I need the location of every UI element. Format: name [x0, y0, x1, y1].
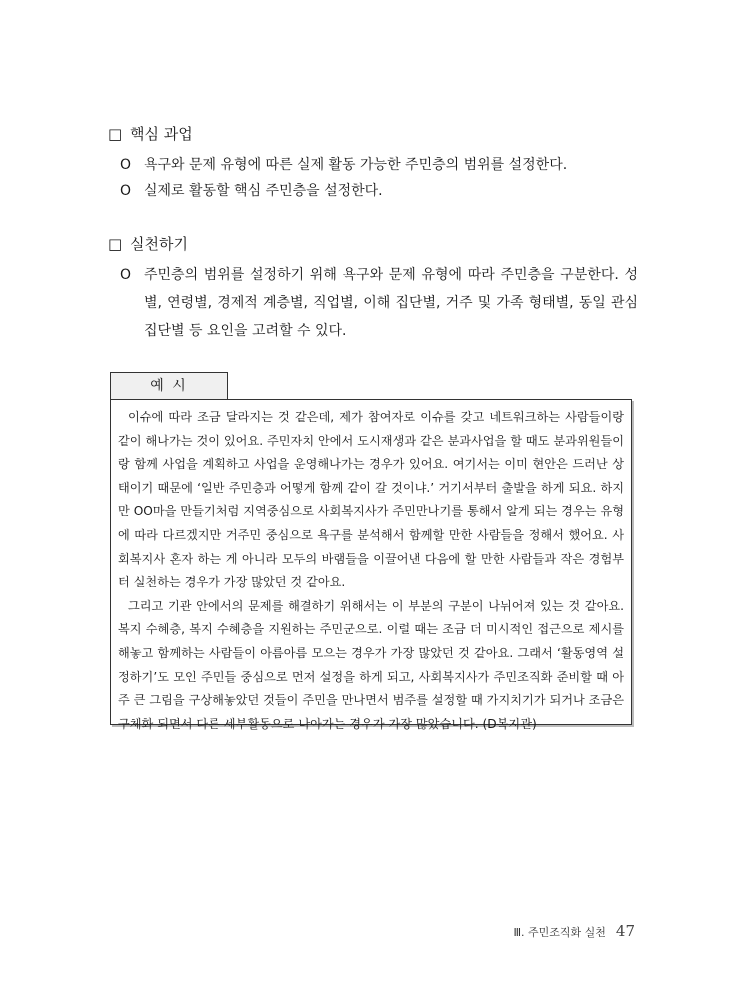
checkbox-square-icon: □: [108, 235, 123, 253]
example-paragraph: 그리고 기관 안에서의 문제를 해결하기 위해서는 이 부분의 구분이 나뉘어져 있는 것 같아요. 복지 수혜층, 복지 수혜층을 지원하는 주민군으로. 이럴 때는 조금 더 미시적인 접근으로 제시를 해놓고 함께하는 사람들이 아름아름 모으는 경우가 가장 많았던 것 같아요. 그래서 ‘활동영역 설정하기’도 모인 주민들 중심으로 먼저 설정을 하게 되고, 사회복지사가 주민조직화 준비할 때 아주 큰 그림을 구상해놓았던 것들이 주민을 만나면서 범주를 설정할 때 가지치기가 되거나 조금은 구체화 되면서 다른 세부활동으로 나아가는 경우가 가장 많았습니다. (D복지관): [118, 598, 624, 731]
section-title: 실천하기: [130, 235, 188, 253]
core-tasks-section: [108, 123, 638, 204]
bullet-text: 주민층의 범위를 설정하기 위해 욕구와 문제 유형에 따라 주민층을 구분한다. 성별, 연령별, 경제적 계층별, 직업별, 이해 집단별, 거주 및 가족 형태별, 동일 관심 집단별 등 요인을 고려할 수 있다.: [144, 267, 638, 339]
example-paragraph: 이슈에 따라 조금 달라지는 것 같은데, 제가 참여자로 이슈를 갖고 네트워크하는 사람들이랑 같이 해나가는 것이 있어요. 주민자치 안에서 도시재생과 같은 분과사업을 할 때도 분과위원들이랑 함께 사업을 계획하고 사업을 운영해나가는 경우가 있어요. 여기서는 이미 현안은 드러난 상태이기 때문에 ‘일반 주민층과 어떻게 함께 같이 갈 것이냐.’ 거기서부터 출발을 하게 되요. 하지만 OO마을 만들기처럼 지역중심으로 사회복지사가 주민만나기를 통해서 알게 되는 경우는 유형에 따라 다르겠지만 거주민 중심으로 욕구를 분석해서 함께할 만한 사람들을 정해서 했어요. 사회복지사 혼자 하는 게 아니라 모두의 바램들을 이끌어낸 다음에 할 만한 사람들과 작은 경험부터 실천하는 경우가 가장 많았던 것 같아요.: [118, 410, 624, 590]
page-number: 47: [615, 922, 635, 940]
practice-section: [108, 233, 638, 345]
checkbox-square-icon: □: [108, 125, 123, 143]
example-tab-label: 예 시: [110, 372, 228, 400]
chapter-label: Ⅲ. 주민조직화 실천: [513, 926, 606, 939]
section-heading-practice: [108, 233, 638, 255]
example-text: [118, 406, 624, 736]
bullet-text: 실제로 활동할 핵심 주민층을 설정한다.: [144, 183, 383, 199]
example-box: [110, 399, 632, 731]
bullet-item: [108, 152, 638, 178]
bullet-item: [108, 261, 638, 345]
page-footer: [513, 922, 635, 940]
bullet-text: 욕구와 문제 유형에 따른 실제 활동 가능한 주민층의 범위를 설정한다.: [144, 157, 568, 173]
circle-bullet-icon: O: [120, 183, 132, 199]
circle-bullet-icon: O: [120, 157, 132, 173]
bullet-item: [108, 178, 638, 204]
circle-bullet-icon: O: [120, 267, 132, 283]
section-heading-core-tasks: [108, 123, 638, 145]
section-title: 핵심 과업: [130, 125, 193, 143]
